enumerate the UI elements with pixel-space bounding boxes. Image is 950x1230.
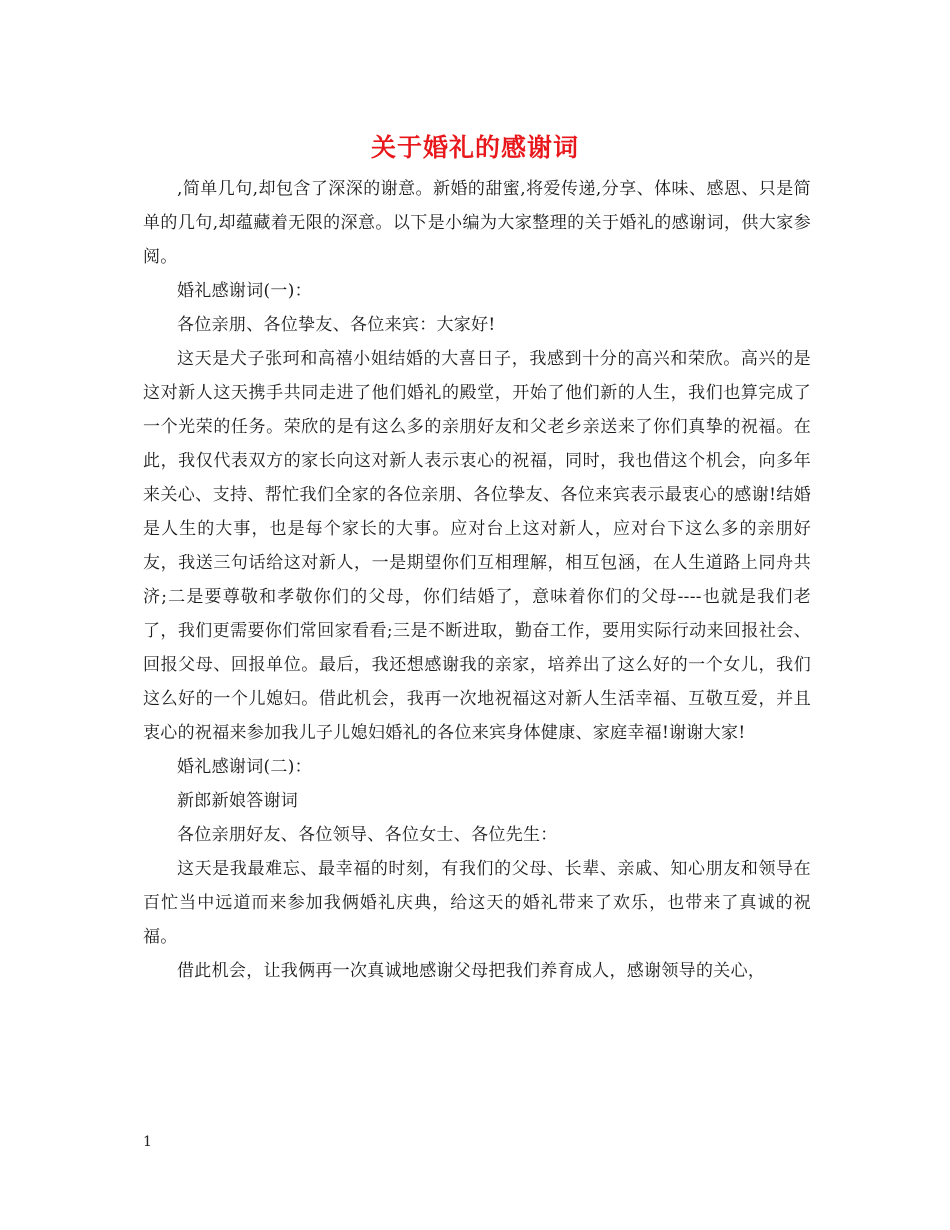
section-heading-two: 婚礼感谢词(二)： — [177, 757, 312, 777]
paragraph-greeting-two: 各位亲朋好友、各位领导、各位女士、各位先生： — [177, 825, 558, 845]
paragraph-intro: ,简单几句,却包含了深深的谢意。新婚的甜蜜,将爱传递,分享、体味、感恩、只是简单的几句,却蕴藏着无限的深意。以下是小编为大家整理的关于婚礼的感谢词，供大家参阅。 — [143, 179, 811, 267]
paragraph-greeting-one: 各位亲朋、各位挚友、各位来宾：大家好! — [177, 315, 496, 335]
document-body — [143, 172, 811, 988]
paragraph-speech-two-continued: 借此机会，让我俩再一次真诚地感谢父母把我们养育成人，感谢领导的关心， — [177, 961, 766, 981]
section-heading-one: 婚礼感谢词(一)： — [177, 281, 312, 301]
page-number: 1 — [143, 1134, 152, 1150]
document-title: 关于婚礼的感谢词 — [370, 133, 579, 162]
paragraph-speech-two: 这天是我最难忘、最幸福的时刻，有我们的父母、长辈、亲戚、知心朋友和领导在百忙当中远道而来参加我俩婚礼庆典，给这天的婚礼带来了欢乐，也带来了真诚的祝福。 — [143, 859, 811, 947]
subheading-groom-bride: 新郎新娘答谢词 — [177, 791, 299, 811]
paragraph-speech-one: 这天是犬子张珂和高禧小姐结婚的大喜日子，我感到十分的高兴和荣欣。高兴的是这对新人这天携手共同走进了他们婚礼的殿堂，开始了他们新的人生，我们也算完成了一个光荣的任务。荣欣的是有这么多的亲朋好友和父老乡亲送来了你们真挚的祝福。在此，我仅代表双方的家长向这对新人表示衷心的祝福，同时，我也借这个机会，向多年来关心、支持、帮忙我们全家的各位亲朋、各位挚友、各位来宾表示最衷心的感谢!结婚是人生的大事，也是每个家长的大事。应对台上这对新人，应对台下这么多的亲朋好友，我送三句话给这对新人，一是期望你们互相理解，相互包涵，在人生道路上同舟共济;二是要尊敬和孝敬你们的父母，你们结婚了，意味着你们的父母----也就是我们老了，我们更需要你们常回家看看;三是不断进取，勤奋工作，要用实际行动来回报社会、回报父母、回报单位。最后，我还想感谢我的亲家，培养出了这么好的一个女儿，我们这么好的一个儿媳妇。借此机会，我再一次地祝福这对新人生活幸福、互敬互爱，并且衷心的祝福来参加我儿子儿媳妇婚礼的各位来宾身体健康、家庭幸福!谢谢大家! — [143, 349, 811, 743]
